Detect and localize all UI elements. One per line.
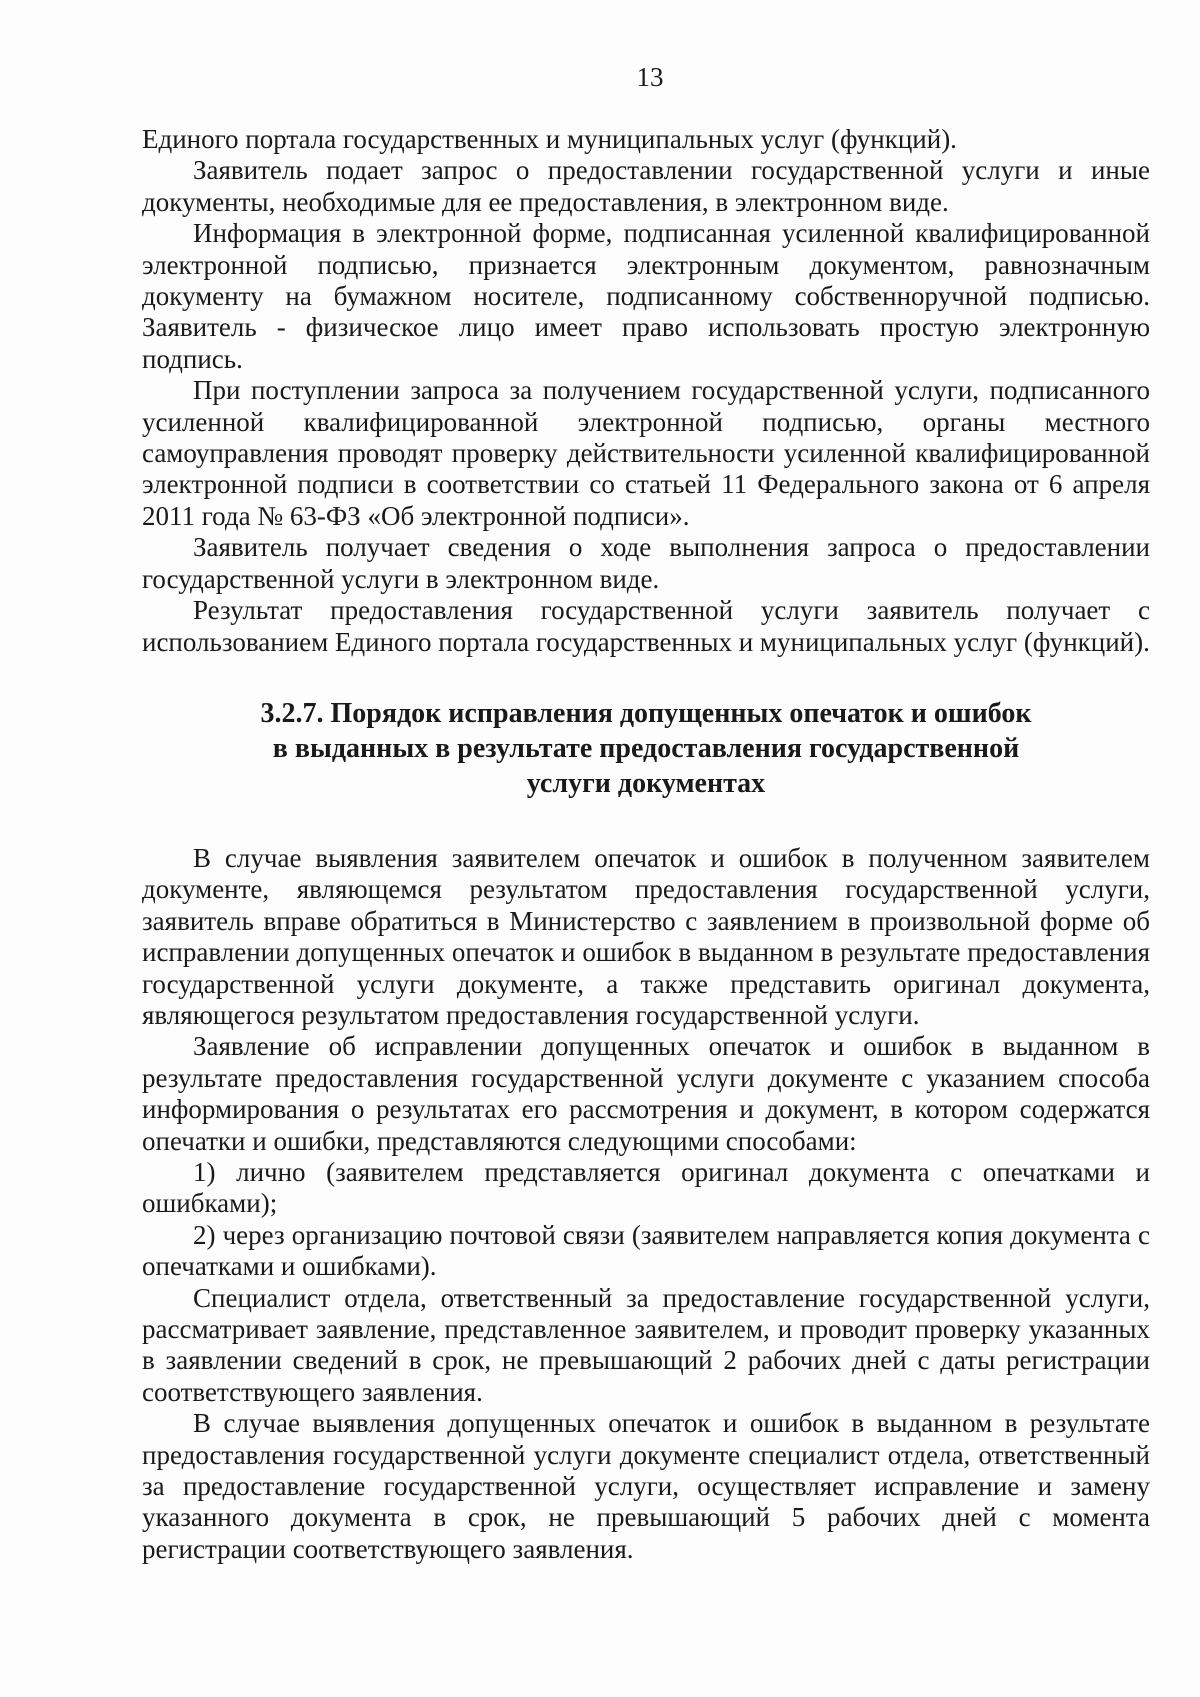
section-heading-line: услуги документах — [526, 767, 766, 799]
section-heading-line: 3.2.7. Порядок исправления допущенных опечаток и ошибок — [260, 697, 1032, 729]
page-number: 13 — [636, 62, 664, 92]
paragraph: В случае выявления заявителем опечаток и ошибок в полученном заявителем документе, являющемся результатом предоставления государственной услуги, заявитель вправе обратиться в Министерство с заявлением в произвольной форме об исправлении допущенных опечаток и ошибок в выданном в результате предоставления государственной услуги документе, а также представить оригинал документа, являющегося результатом предоставления государственной услуги. — [142, 842, 1150, 1030]
paragraph: Заявление об исправлении допущенных опечаток и ошибок в выданном в результате предоставления государственной услуги документе с указанием способа информирования о результатах его рассмотрения и документ, в котором содержатся опечатки и ошибки, представляются следующими способами: — [142, 1031, 1150, 1156]
paragraph: В случае выявления допущенных опечаток и ошибок в выданном в результате предоставления государственной услуги документе специалист отдела, ответственный за предоставление государственной услуги, осуществляет исправление и замену указанного документа в срок, не превышающий 5 рабочих дней с момента регистрации соответствующего заявления. — [142, 1408, 1150, 1564]
paragraph: При поступлении запроса за получением государственной услуги, подписанного усиленной квалифицированной электронной подписью, органы местного самоуправления проводят проверку действительности усиленной квалифицированной электронной подписи в соответствии со статьей 11 Федерального закона от 6 апреля 2011 года № 63-ФЗ «Об электронной подписи». — [142, 375, 1150, 531]
paragraph: Заявитель подает запрос о предоставлении государственной услуги и иные документы, необходимые для ее предоставления, в электронном виде. — [142, 155, 1150, 217]
section-heading-line: в выданных в результате предоставления государственной — [272, 732, 1020, 764]
section-heading — [142, 696, 1150, 801]
paragraph: Заявитель получает сведения о ходе выполнения запроса о предоставлении государственной услуги в электронном виде. — [142, 532, 1150, 594]
list-item: 1) лично (заявителем представляется оригинал документа с опечатками и ошибками); — [142, 1156, 1150, 1219]
paragraph: Результат предоставления государственной услуги заявитель получает с использованием Единого портала государственных и муниципальных услуг (функций). — [142, 595, 1150, 657]
paragraph: Специалист отдела, ответственный за предоставление государственной услуги, рассматривает заявление, представленное заявителем, и проводит проверку указанных в заявлении сведений в срок, не превышающий 2 рабочих дней с даты регистрации соответствующего заявления. — [142, 1282, 1150, 1407]
list-item: 2) через организацию почтовой связи (заявителем направляется копия документа с опечатками и ошибками). — [142, 1219, 1150, 1282]
paragraph: Единого портала государственных и муниципальных услуг (функций). — [142, 124, 957, 154]
paragraph: Информация в электронной форме, подписанная усиленной квалифицированной электронной подписью, признается электронным документом, равнозначным документу на бумажном носителе, подписанному собственноручной подписью. Заявитель - физическое лицо имеет право использовать простую электронную подпись. — [142, 218, 1150, 374]
document-body — [142, 124, 1150, 1565]
